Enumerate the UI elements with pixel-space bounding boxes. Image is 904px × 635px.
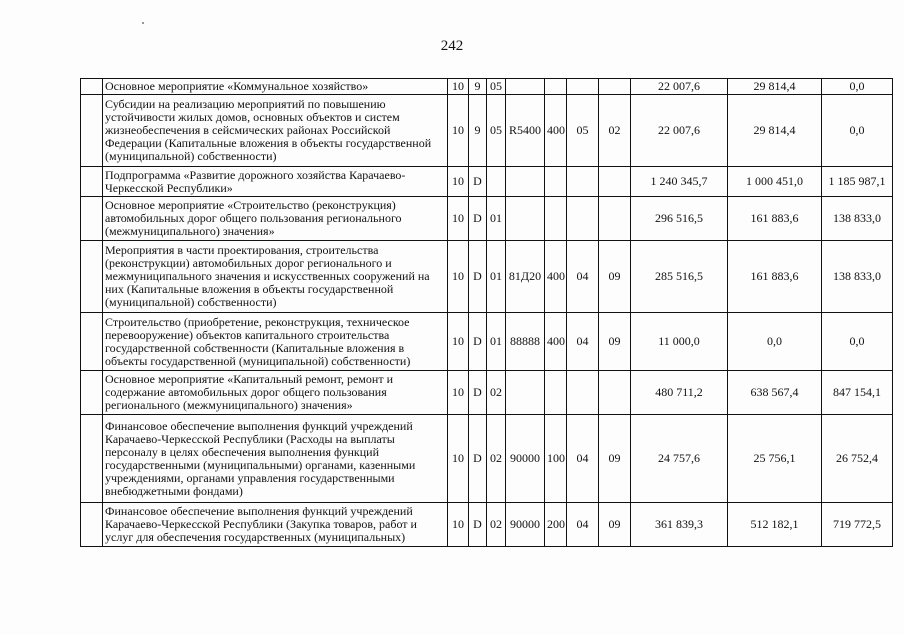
amount-year-3: 719 772,5: [822, 503, 893, 547]
amount-year-2: 29 814,4: [728, 79, 822, 95]
code-program: 9: [469, 79, 487, 95]
blank-cell: [81, 503, 103, 547]
code-expense-type: [545, 371, 567, 415]
amount-year-1: 361 839,3: [631, 503, 728, 547]
table-row: [81, 415, 893, 503]
item-name: Основное мероприятие «Коммунальное хозяйство»: [103, 79, 448, 95]
amount-year-2: 0,0: [728, 313, 822, 371]
blank-cell: [81, 167, 103, 197]
code-subdivision: 09: [599, 415, 631, 503]
blank-cell: [81, 197, 103, 241]
amount-year-3: 847 154,1: [822, 371, 893, 415]
amount-year-2: 512 182,1: [728, 503, 822, 547]
item-name: Мероприятия в части проектирования, строительства (реконструкции) автомобильных дорог регионального и межмуниципального значения и искусственных сооружений на них (Капитальные вложения в объекты государственной (муниципальной) собственности): [103, 241, 448, 313]
code-division: [567, 197, 599, 241]
amount-year-3: 0,0: [822, 313, 893, 371]
amount-year-3: 138 833,0: [822, 197, 893, 241]
code-expense-type: 400: [545, 95, 567, 167]
code-subdivision: [599, 167, 631, 197]
amount-year-1: 22 007,6: [631, 79, 728, 95]
amount-year-1: 480 711,2: [631, 371, 728, 415]
code-division: 04: [567, 503, 599, 547]
code-section: 10: [448, 415, 469, 503]
item-name: Строительство (приобретение, реконструкция, техническое перевооружение) объектов капитального строительства государственной собственности (Капитальные вложения в объекты государственной (муниципальной) собственности): [103, 313, 448, 371]
code-subprogram: 05: [487, 95, 506, 167]
code-program: D: [469, 371, 487, 415]
code-section: 10: [448, 371, 469, 415]
blank-cell: [81, 95, 103, 167]
code-target-item: 88888: [506, 313, 545, 371]
blank-cell: [81, 415, 103, 503]
amount-year-3: 0,0: [822, 79, 893, 95]
amount-year-3: 1 185 987,1: [822, 167, 893, 197]
code-subprogram: 05: [487, 79, 506, 95]
code-subdivision: [599, 197, 631, 241]
code-section: 10: [448, 95, 469, 167]
table-row: [81, 313, 893, 371]
code-expense-type: 100: [545, 415, 567, 503]
code-section: 10: [448, 313, 469, 371]
code-target-item: [506, 167, 545, 197]
code-target-item: [506, 79, 545, 95]
amount-year-1: 22 007,6: [631, 95, 728, 167]
amount-year-1: 296 516,5: [631, 197, 728, 241]
code-expense-type: [545, 79, 567, 95]
amount-year-1: 1 240 345,7: [631, 167, 728, 197]
blank-cell: [81, 371, 103, 415]
amount-year-1: 11 000,0: [631, 313, 728, 371]
item-name: Основное мероприятие «Строительство (реконструкция) автомобильных дорог общего пользования регионального (межмуниципального) значения»: [103, 197, 448, 241]
amount-year-3: 138 833,0: [822, 241, 893, 313]
code-program: D: [469, 415, 487, 503]
code-section: 10: [448, 503, 469, 547]
code-section: 10: [448, 241, 469, 313]
code-division: 05: [567, 95, 599, 167]
page-number: 242: [440, 38, 464, 54]
code-subdivision: 09: [599, 313, 631, 371]
code-program: D: [469, 313, 487, 371]
code-program: D: [469, 197, 487, 241]
amount-year-2: 161 883,6: [728, 197, 822, 241]
table-row: [81, 371, 893, 415]
code-division: [567, 167, 599, 197]
code-division: 04: [567, 415, 599, 503]
blank-cell: [81, 313, 103, 371]
amount-year-1: 285 516,5: [631, 241, 728, 313]
code-section: 10: [448, 79, 469, 95]
amount-year-2: 1 000 451,0: [728, 167, 822, 197]
code-subprogram: 02: [487, 371, 506, 415]
code-program: D: [469, 241, 487, 313]
code-division: 04: [567, 241, 599, 313]
code-target-item: [506, 371, 545, 415]
code-target-item: 90000: [506, 503, 545, 547]
code-target-item: R5400: [506, 95, 545, 167]
code-division: [567, 79, 599, 95]
amount-year-2: 25 756,1: [728, 415, 822, 503]
table-row: [81, 79, 893, 95]
code-expense-type: 400: [545, 241, 567, 313]
code-program: D: [469, 503, 487, 547]
scan-speck: [142, 22, 144, 24]
amount-year-2: 638 567,4: [728, 371, 822, 415]
code-expense-type: [545, 197, 567, 241]
amount-year-3: 26 752,4: [822, 415, 893, 503]
code-program: 9: [469, 95, 487, 167]
amount-year-2: 161 883,6: [728, 241, 822, 313]
code-subdivision: 09: [599, 503, 631, 547]
code-subprogram: 01: [487, 241, 506, 313]
code-subprogram: 01: [487, 197, 506, 241]
blank-cell: [81, 241, 103, 313]
code-division: 04: [567, 313, 599, 371]
budget-table: [80, 78, 893, 547]
code-program: D: [469, 167, 487, 197]
code-subprogram: 02: [487, 503, 506, 547]
code-section: 10: [448, 197, 469, 241]
table-row: [81, 95, 893, 167]
code-division: [567, 371, 599, 415]
code-subdivision: [599, 371, 631, 415]
table-row: [81, 503, 893, 547]
item-name: Финансовое обеспечение выполнения функций учреждений Карачаево-Черкесской Республики (Расходы на выплаты персоналу в целях обеспечения выполнения функций государственными (муниципальными) органами, казенными учреждениями, органами управления государственными внебюджетными фондами): [103, 415, 448, 503]
code-expense-type: [545, 167, 567, 197]
item-name: Подпрограмма «Развитие дорожного хозяйства Карачаево-Черкесской Республики»: [103, 167, 448, 197]
amount-year-2: 29 814,4: [728, 95, 822, 167]
table-row: [81, 241, 893, 313]
code-subdivision: 09: [599, 241, 631, 313]
table-row: [81, 197, 893, 241]
item-name: Субсидии на реализацию мероприятий по повышению устойчивости жилых домов, основных объектов и систем жизнеобеспечения в сейсмических районах Российской Федерации (Капитальные вложения в объекты государственной (муниципальной) собственности): [103, 95, 448, 167]
code-expense-type: 400: [545, 313, 567, 371]
code-section: 10: [448, 167, 469, 197]
code-expense-type: 200: [545, 503, 567, 547]
code-subprogram: 02: [487, 415, 506, 503]
item-name: Основное мероприятие «Капитальный ремонт, ремонт и содержание автомобильных дорог общего пользования регионального (межмуниципального) значения»: [103, 371, 448, 415]
amount-year-1: 24 757,6: [631, 415, 728, 503]
code-subprogram: 01: [487, 313, 506, 371]
code-subdivision: [599, 79, 631, 95]
code-subdivision: 02: [599, 95, 631, 167]
item-name: Финансовое обеспечение выполнения функций учреждений Карачаево-Черкесской Республики (Закупка товаров, работ и услуг для обеспечения государственных (муниципальных): [103, 503, 448, 547]
code-subprogram: [487, 167, 506, 197]
table-row: [81, 167, 893, 197]
amount-year-3: 0,0: [822, 95, 893, 167]
blank-cell: [81, 79, 103, 95]
code-target-item: 81Д20: [506, 241, 545, 313]
code-target-item: 90000: [506, 415, 545, 503]
code-target-item: [506, 197, 545, 241]
